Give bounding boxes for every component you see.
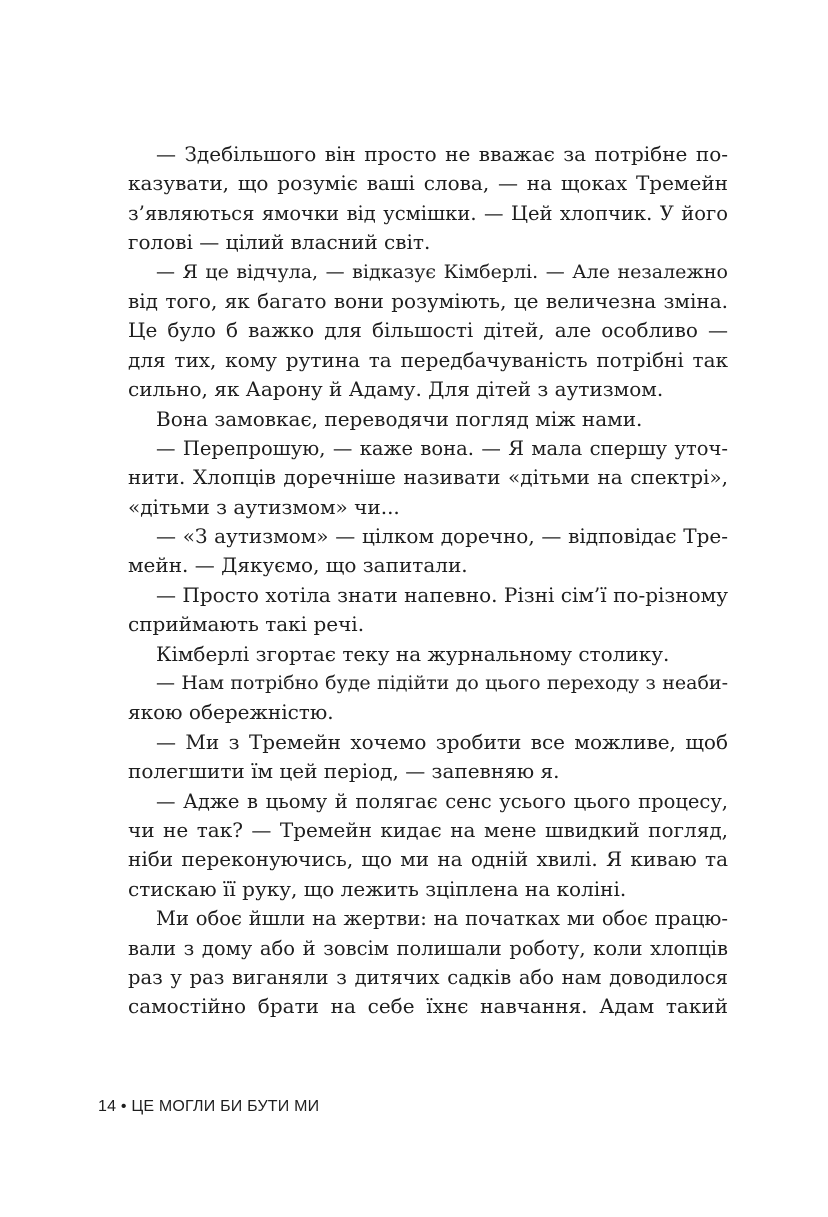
text-line: мейн. — Дякуємо, що запитали.: [128, 553, 468, 578]
paragraph-5: [128, 522, 728, 581]
text-line: — Адже в цьому й полягає сенс усього цього процесу,: [156, 789, 728, 813]
text-line: чи не так? — Тремейн кидає на мене швидкий погляд,: [128, 817, 728, 842]
text-line: Вона замовкає, переводячи погляд між нами.: [156, 406, 643, 431]
footer-separator: •: [120, 1098, 127, 1115]
text-line: Ми обоє йшли на жертви: на початках ми обоє працю-: [156, 907, 728, 931]
text-line: «дітьми з аутизмом» чи...: [128, 494, 400, 519]
text-line: — Здебільшого він просто не вважає за потрібне по-: [156, 142, 728, 166]
text-line: від того, як багато вони розуміють, це величезна зміна.: [128, 288, 728, 313]
paragraph-6: [128, 581, 728, 640]
text-line: раз у раз виганяли з дитячих садків або нам доводилося: [128, 965, 728, 989]
text-line: — «З аутизмом» — цілком доречно, — відповідає Тре-: [156, 524, 728, 549]
paragraph-8: [128, 669, 728, 728]
text-line: Це було б важко для більшості дітей, але особливо —: [128, 318, 728, 343]
text-line: казувати, що розуміє ваші слова, — на щоках Тремейн: [128, 171, 728, 196]
paragraph-2: [128, 258, 728, 405]
text-line: — Нам потрібно буде підійти до цього переходу з неаби-: [156, 672, 728, 695]
text-line: якою обережністю.: [128, 700, 334, 725]
text-line: нити. Хлопців доречніше називати «дітьми на спектрі»,: [128, 465, 728, 490]
text-line: з’являються ямочки від усмішки. — Цей хлопчик. У його: [128, 201, 728, 225]
text-line: стискаю її руку, що лежить зціплена на коліні.: [128, 876, 627, 901]
paragraph-11: [128, 904, 728, 1022]
text-line: — Перепрошую, — каже вона. — Я мала спершу уточ-: [156, 436, 728, 460]
text-line: — Ми з Тремейн хочемо зробити все можливе, щоб: [156, 729, 728, 754]
text-line: — Просто хотіла знати напевно. Різні сім’ї по-різному: [156, 582, 728, 607]
text-line: сприймають такі речі.: [128, 612, 365, 637]
page-number: 14: [98, 1098, 117, 1115]
text-line: вали з дому або й зовсім полишали роботу, коли хлопців: [128, 936, 728, 960]
page-body: [128, 140, 728, 1022]
text-line: — Я це відчула, — відказує Кімберлі. — Але незалежно: [156, 260, 728, 283]
text-line: Кімберлі згортає теку на журнальному столику.: [156, 641, 670, 666]
running-title: ЦЕ МОГЛИ БИ БУТИ МИ: [131, 1098, 320, 1115]
text-line: ніби переконуючись, що ми на одній хвилі. Я киваю та: [128, 847, 728, 872]
text-line: сильно, як Аарону й Адаму. Для дітей з аутизмом.: [128, 377, 664, 402]
text-line: полегшити їм цей період, — запевняю я.: [128, 759, 560, 784]
paragraph-10: [128, 787, 728, 905]
paragraph-7: [128, 640, 728, 669]
text-line: для тих, кому рутина та передбачуваність потрібні так: [128, 347, 728, 372]
text-line: самостійно брати на себе їхнє навчання. Адам такий: [128, 994, 728, 1019]
paragraph-9: [128, 728, 728, 787]
text-line: голові — цілий власний світ.: [128, 230, 431, 255]
paragraph-1: [128, 140, 728, 258]
paragraph-4: [128, 434, 728, 522]
paragraph-3: [128, 405, 728, 434]
page-footer: [98, 1098, 319, 1116]
